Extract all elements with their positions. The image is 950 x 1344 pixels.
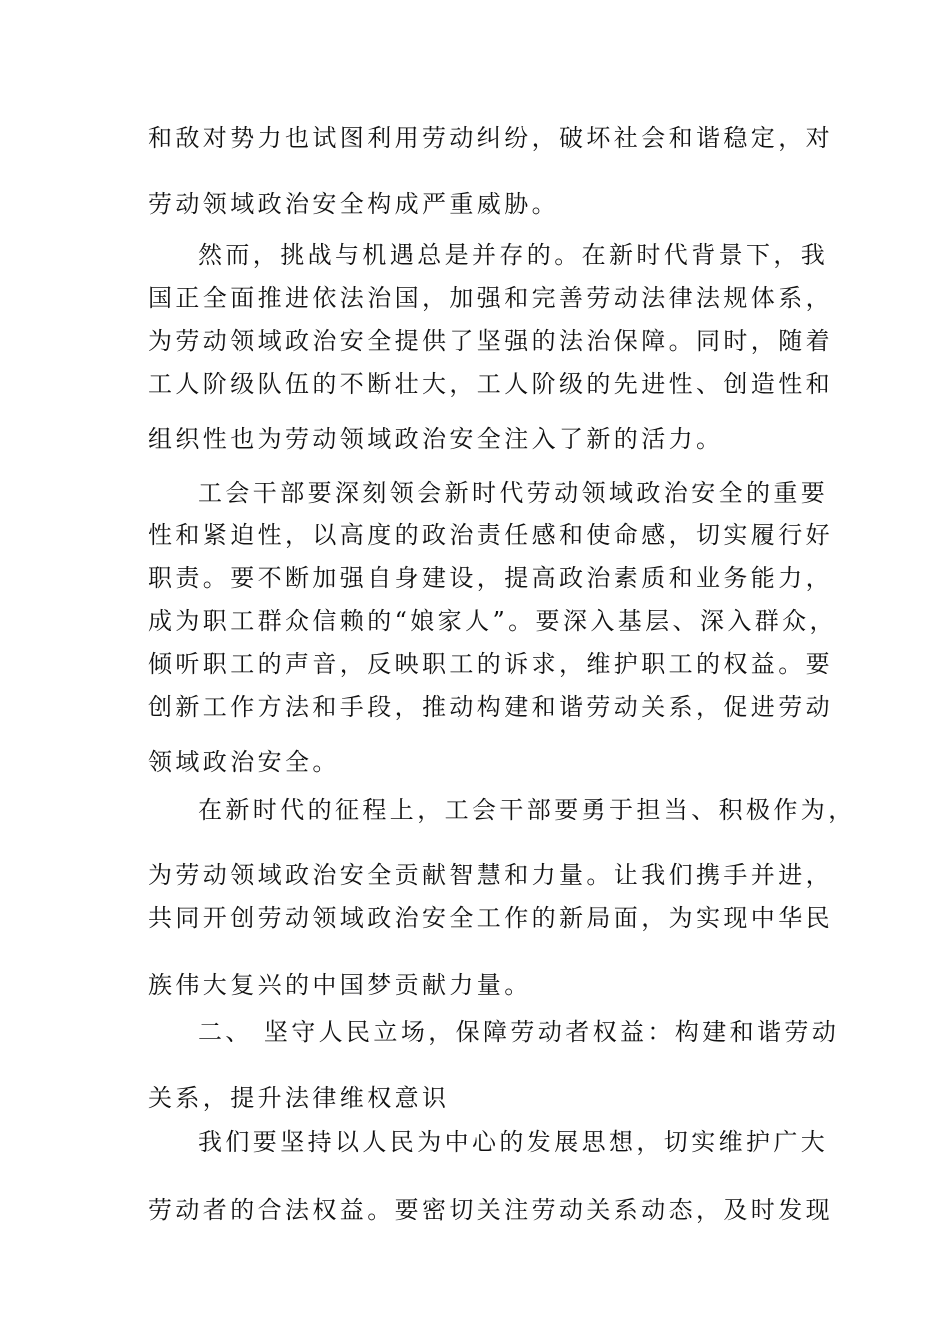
text-line: 领域政治安全。 xyxy=(148,748,340,776)
section-heading-line: 关系，提升法律维权意识 xyxy=(148,1084,450,1112)
text-line: 为劳动领域政治安全贡献智慧和力量。让我们携手并进， xyxy=(148,861,833,889)
text-line: 然而，挑战与机遇总是并存的。在新时代背景下，我 xyxy=(198,241,829,269)
text-line: 工会干部要深刻领会新时代劳动领域政治安全的重要 xyxy=(198,479,829,507)
text-line: 倾听职工的声音，反映职工的诉求，维护职工的权益。要 xyxy=(148,650,833,678)
text-line: 工人阶级队伍的不断壮大，工人阶级的先进性、创造性和 xyxy=(148,370,833,398)
text-line: 劳动领域政治安全构成严重威胁。 xyxy=(148,190,559,218)
text-line: 职责。要不断加强自身建设，提高政治素质和业务能力， xyxy=(148,564,833,592)
text-line: 我们要坚持以人民为中心的发展思想，切实维护广大 xyxy=(198,1128,829,1156)
text-line: 和敌对势力也试图利用劳动纠纷，破坏社会和谐稳定，对 xyxy=(148,124,833,152)
text-line: 成为职工群众信赖的“娘家人”。要深入基层、深入群众， xyxy=(148,607,837,635)
text-line: 组织性也为劳动领域政治安全注入了新的活力。 xyxy=(148,425,724,453)
section-heading-line: 二、 坚守人民立场，保障劳动者权益：构建和谐劳动 xyxy=(198,1018,840,1046)
text-line: 劳动者的合法权益。要密切关注劳动关系动态，及时发现 xyxy=(148,1196,833,1224)
text-line: 共同开创劳动领域政治安全工作的新局面，为实现中华民 xyxy=(148,904,833,932)
text-line: 创新工作方法和手段，推动构建和谐劳动关系，促进劳动 xyxy=(148,693,833,721)
text-line: 国正全面推进依法治国，加强和完善劳动法律法规体系， xyxy=(148,284,833,312)
text-line: 为劳动领域政治安全提供了坚强的法治保障。同时，随着 xyxy=(148,327,833,355)
text-line: 性和紧迫性，以高度的政治责任感和使命感，切实履行好 xyxy=(148,521,833,549)
text-line: 族伟大复兴的中国梦贡献力量。 xyxy=(148,971,532,999)
text-line: 在新时代的征程上，工会干部要勇于担当、积极作为， xyxy=(198,796,856,824)
